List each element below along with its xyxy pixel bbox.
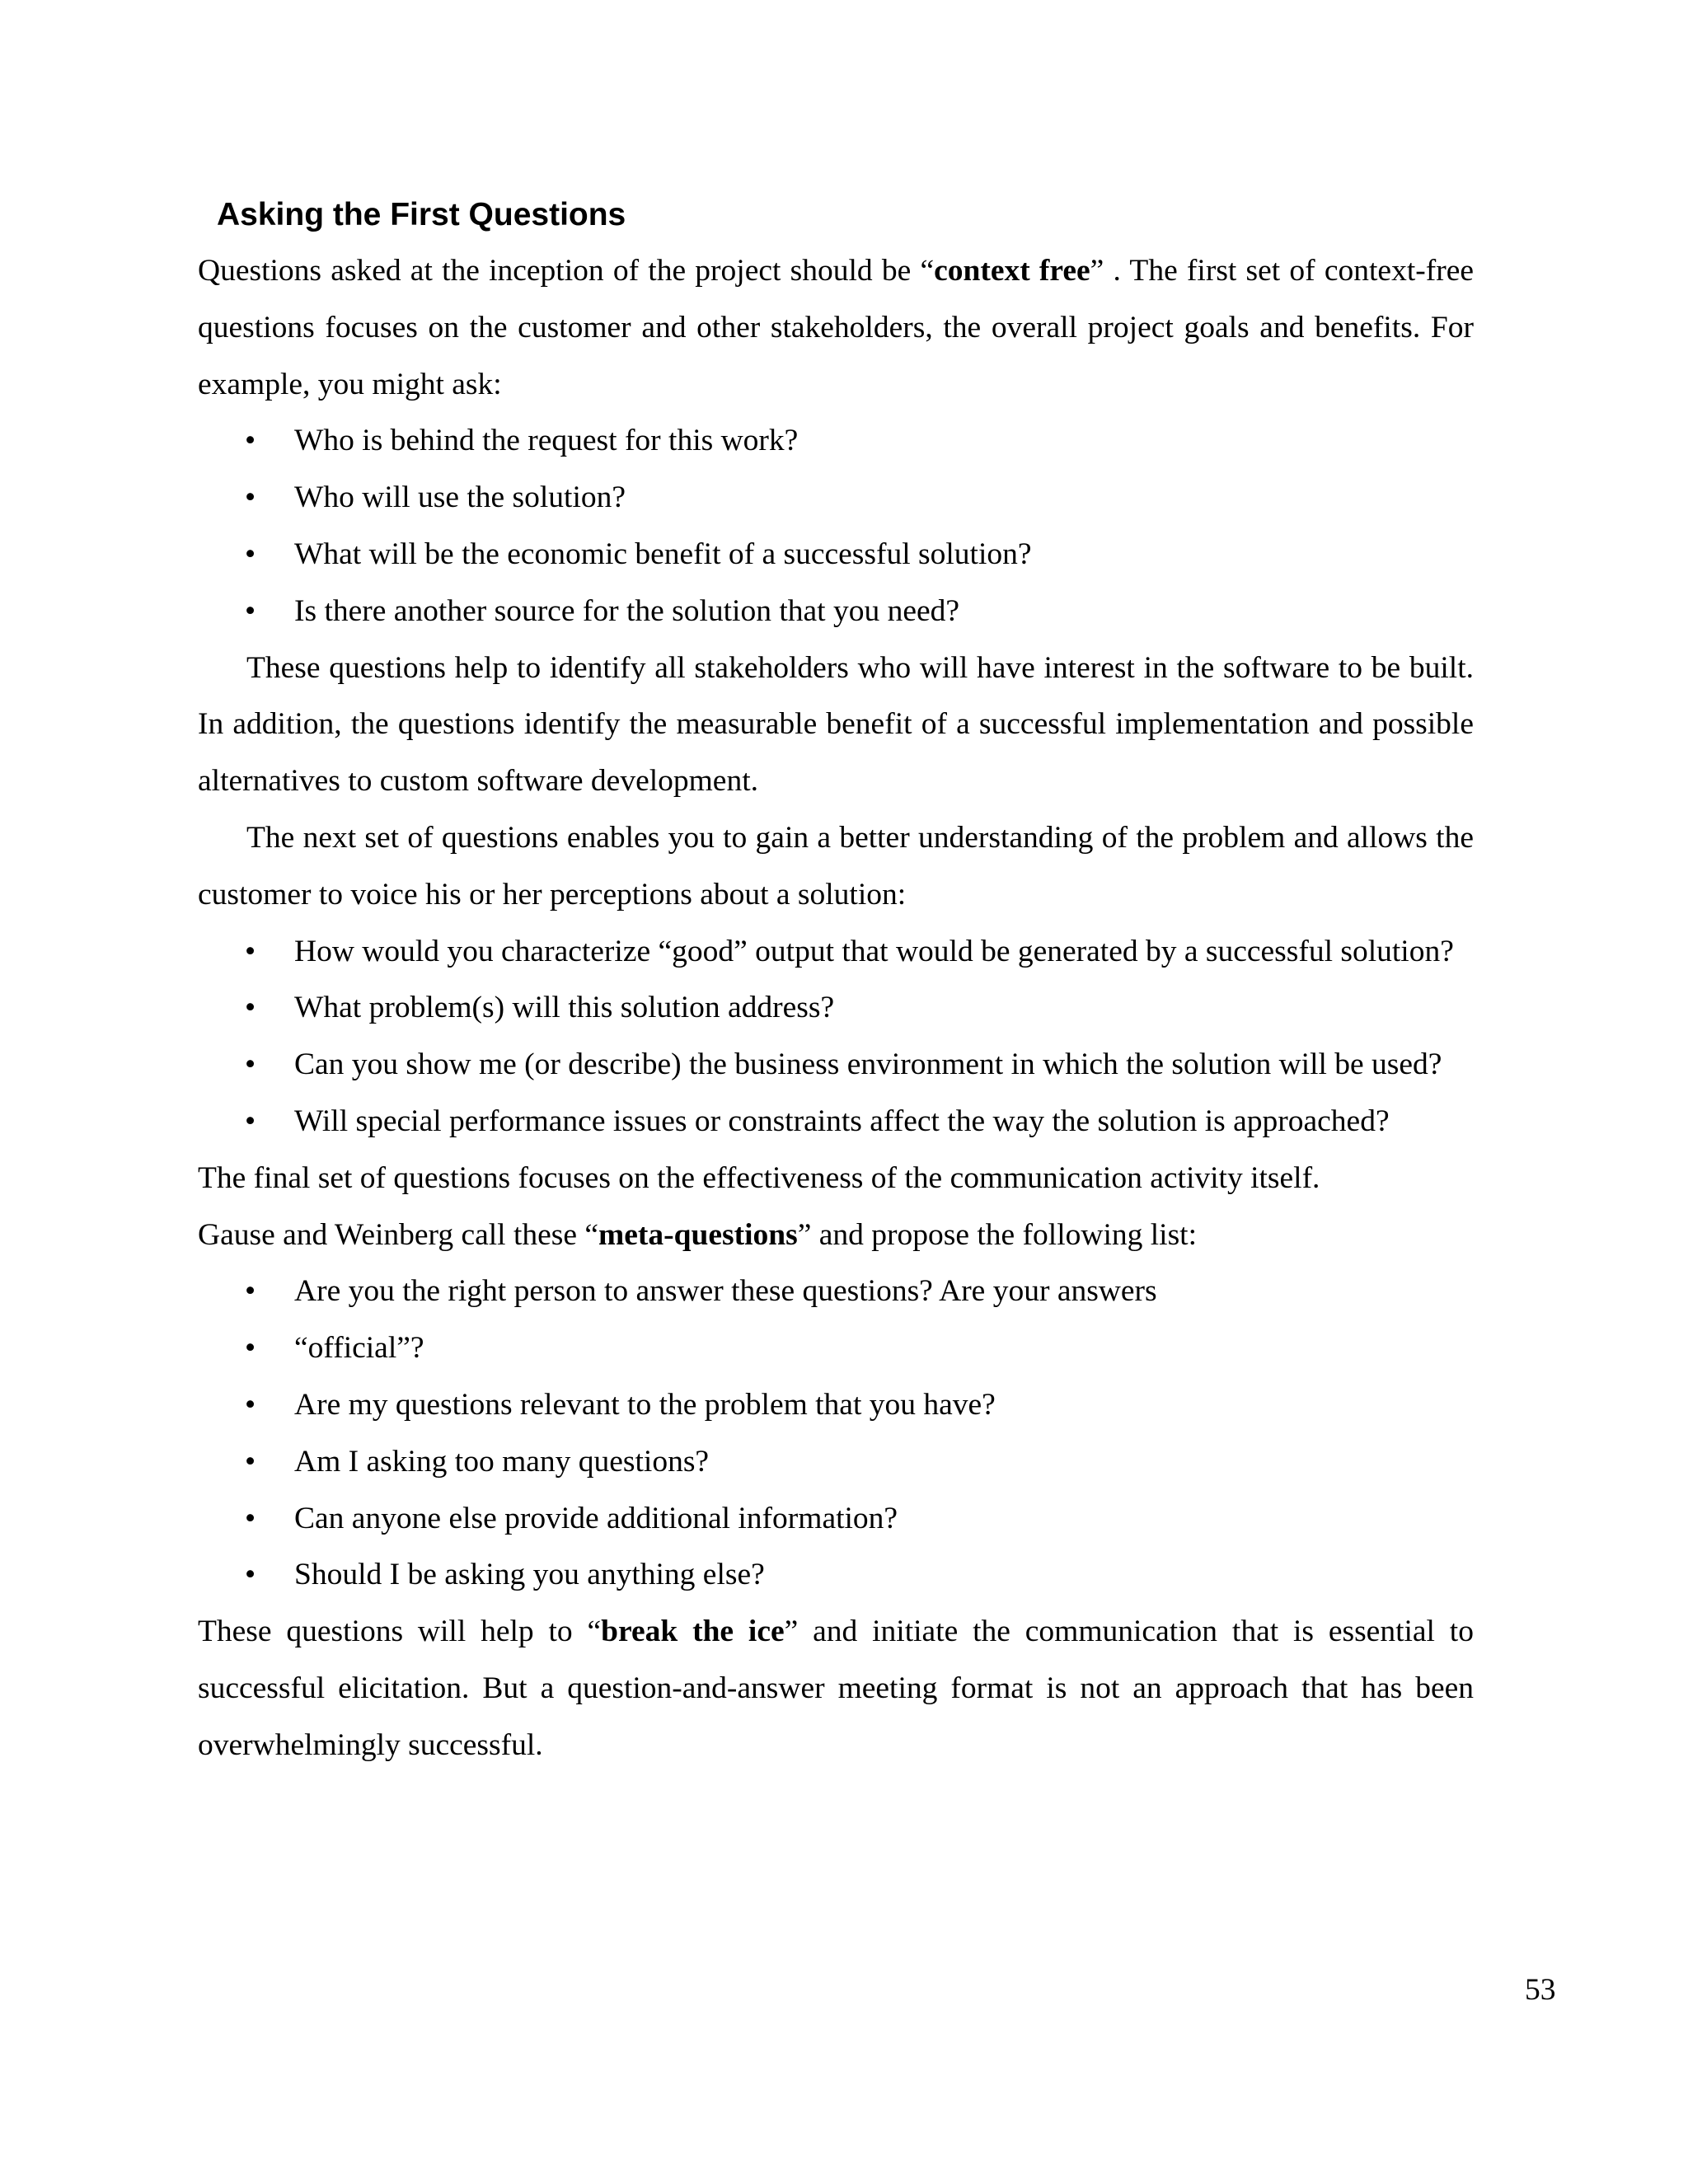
closing-paragraph: These questions will help to “break the ice” and initiate the communication that is essential to successful elicitation. But a question-and-answer meeting format is not an approach that has been overwhelmingly successful.	[198, 1615, 1474, 1762]
term-meta-questions: meta-questions	[598, 1217, 798, 1252]
bullet: •	[245, 424, 256, 458]
list-item: • Will special performance issues or constraints affect the way the solution is approached?	[198, 1094, 1474, 1151]
stakeholder-paragraph: These questions help to identify all stakeholders who will have interest in the software to be built. In addition, the questions identify the measurable benefit of a successful implementation and possible alternatives to custom software development.	[198, 650, 1474, 799]
bullet: •	[245, 1331, 256, 1366]
bullet: •	[245, 991, 256, 1025]
bullet: •	[245, 1558, 256, 1592]
intro-paragraph: Questions asked at the inception of the project should be “context free” . The first set of context-free questions focuses on the customer and other stakeholders, the overall project goals and benefits. For example, you might ask:	[198, 254, 1474, 401]
context-free-question-list	[198, 413, 1474, 640]
list-item: • Can anyone else provide additional information?	[198, 1491, 1474, 1548]
list-item: • Is there another source for the solution that you need?	[198, 583, 1474, 640]
next-questions-paragraph: The next set of questions enables you to gain a better understanding of the problem and allows the customer to voice his or her perceptions about a solution:	[198, 820, 1474, 912]
list-item: • What will be the economic benefit of a successful solution?	[198, 527, 1474, 583]
list-item: • Who will use the solution?	[198, 470, 1474, 527]
bullet: •	[245, 1387, 256, 1422]
list-item: • Are my questions relevant to the problem that you have?	[198, 1377, 1474, 1434]
page-number: 53	[1525, 1973, 1556, 2007]
bullet: •	[245, 1444, 256, 1479]
list-item: • “official”?	[198, 1320, 1474, 1377]
list-item: • Am I asking too many questions?	[198, 1434, 1474, 1491]
bullet: •	[245, 537, 256, 571]
bullet: •	[245, 1274, 256, 1309]
list-item: • Should I be asking you anything else?	[198, 1547, 1474, 1604]
meta-question-list	[198, 1263, 1474, 1604]
bullet: •	[245, 1047, 256, 1082]
term-break-the-ice: break the ice	[601, 1615, 785, 1649]
bullet: •	[245, 593, 256, 628]
body-text	[198, 243, 1474, 1774]
meta-questions-paragraph: The final set of questions focuses on the effectiveness of the communication activity itself. Gause and Weinberg call these “meta-questions” and propose the following list:	[198, 1160, 1320, 1252]
list-item: • Can you show me (or describe) the business environment in which the solution will be used?	[198, 1037, 1474, 1094]
list-item: • Are you the right person to answer these questions? Are your answers	[198, 1263, 1474, 1320]
bullet: •	[245, 934, 256, 968]
section-heading: Asking the First Questions	[217, 197, 626, 232]
problem-question-list	[198, 924, 1474, 1151]
list-item: • What problem(s) will this solution address?	[198, 980, 1474, 1037]
bullet: •	[245, 480, 256, 515]
list-item: • How would you characterize “good” output that would be generated by a successful solution?	[198, 924, 1474, 981]
term-context-free: context free	[934, 254, 1090, 288]
bullet: •	[245, 1104, 256, 1138]
list-item: • Who is behind the request for this work?	[198, 413, 1474, 470]
bullet: •	[245, 1501, 256, 1535]
